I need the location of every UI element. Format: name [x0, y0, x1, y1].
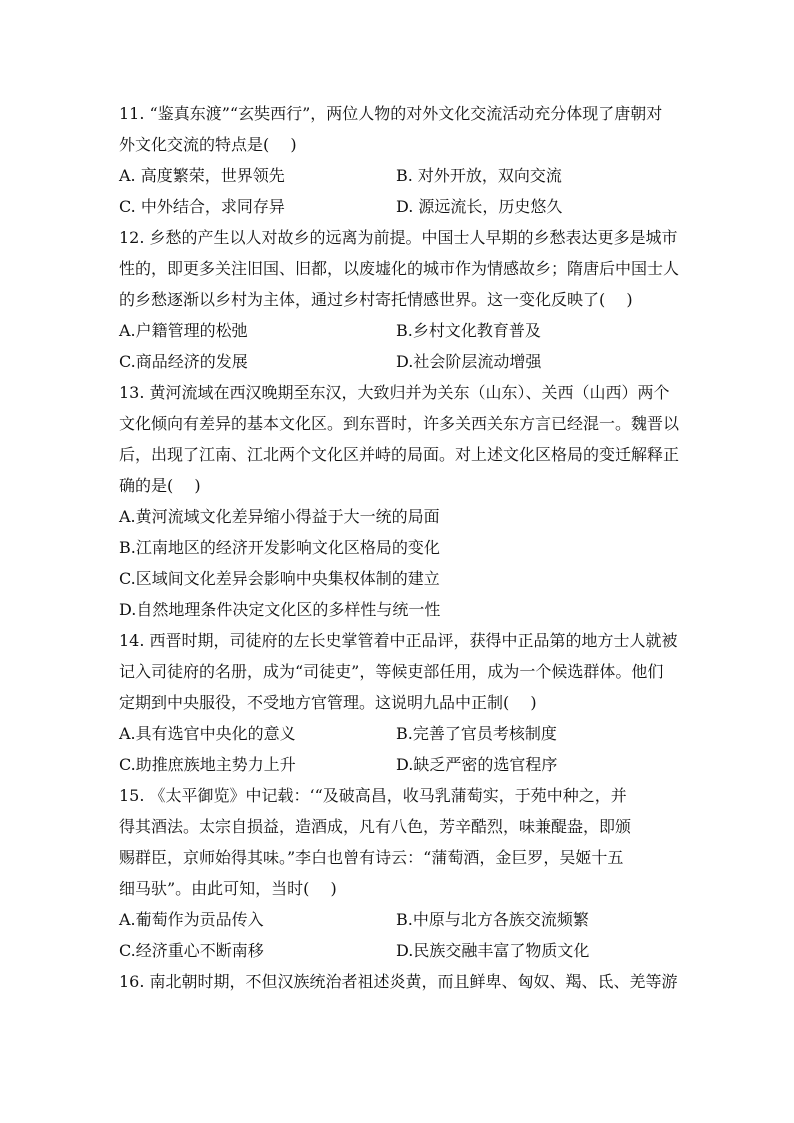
- option-row: [119, 191, 679, 222]
- option-a: A.黄河流域文化差异缩小得益于大一统的局面: [119, 507, 440, 526]
- question-14: [119, 625, 679, 780]
- option-c: C.助推庶族地主势力上升: [119, 755, 296, 774]
- option-d: D.自然地理条件决定文化区的多样性与统一性: [119, 600, 441, 619]
- option-b: B.完善了官员考核制度: [396, 724, 557, 743]
- question-text-line: 得其酒法。太宗自损益，造酒成，凡有八色，芳辛酷烈，味兼醍盎，即颁: [119, 817, 632, 836]
- option-row: [119, 718, 679, 749]
- option-row: [119, 749, 679, 780]
- option-row: [119, 160, 679, 191]
- question-text-line: 后，出现了江南、江北两个文化区并峙的局面。对上述文化区格局的变迁解释正: [119, 445, 680, 464]
- option-a: A.具有选官中央化的意义: [119, 724, 296, 743]
- option-row: [119, 315, 679, 346]
- option-b: B.江南地区的经济开发影响文化区格局的变化: [119, 538, 440, 557]
- option-c: C.区域间文化差异会影响中央集权体制的建立: [119, 569, 440, 588]
- question-text-line: 15. 《太平御览》中记载：‘“及破高昌，收马乳蒲萄实，于苑中种之，并: [119, 786, 627, 805]
- question-text-line: 赐群臣，京师始得其味。”李白也曾有诗云：“蒲萄酒，金巨罗，吴姬十五: [119, 848, 624, 867]
- question-text-line: 11. “鉴真东渡”“玄奘西行”，两位人物的对外文化交流活动充分体现了唐朝对: [119, 104, 663, 123]
- option-a: A.户籍管理的松弛: [119, 321, 248, 340]
- option-b: B.中原与北方各族交流频繁: [396, 910, 589, 929]
- option-row: [119, 935, 679, 966]
- option-a: A.葡萄作为贡品传入: [119, 910, 264, 929]
- question-text-line: 12. 乡愁的产生以人对故乡的远离为前提。中国士人早期的乡愁表达更多是城市: [119, 228, 678, 247]
- option-row: [119, 346, 679, 377]
- question-text-line: 外文化交流的特点是( ): [119, 135, 297, 154]
- question-text-line: 的乡愁逐渐以乡村为主体，通过乡村寄托情感世界。这一变化反映了( ): [119, 290, 633, 309]
- question-text-line: 13. 黄河流域在西汉晚期至东汉，大致归并为关东（山东）、关西（山西）两个: [119, 383, 670, 402]
- question-13: [119, 377, 679, 625]
- question-text-line: 性的，即更多关注旧国、旧都，以废墟化的城市作为情感故乡；隋唐后中国士人: [119, 259, 680, 278]
- option-b: B. 对外开放，双向交流: [396, 166, 562, 185]
- question-text-line: 16. 南北朝时期，不但汉族统治者祖述炎黄，而且鲜卑、匈奴、羯、氐、羌等游: [119, 972, 678, 991]
- option-row: [119, 904, 679, 935]
- question-text-line: 14. 西晋时期，司徒府的左长史掌管着中正品评，获得中正品第的地方士人就被: [119, 631, 678, 650]
- option-d: D.社会阶层流动增强: [396, 352, 542, 371]
- option-d: D. 源远流长，历史悠久: [396, 197, 563, 216]
- question-text-line: 定期到中央服役，不受地方官管理。这说明九品中正制( ): [119, 693, 537, 712]
- question-15: [119, 780, 679, 966]
- question-11: [119, 98, 679, 222]
- option-c: C.商品经济的发展: [119, 352, 248, 371]
- option-c: C.经济重心不断南移: [119, 941, 264, 960]
- option-d: D.缺乏严密的选官程序: [396, 755, 558, 774]
- question-text-line: 细马驮”。由此可知，当时( ): [119, 879, 337, 898]
- question-text-line: 确的是( ): [119, 476, 201, 495]
- question-text-line: 文化倾向有差异的基本文化区。到东晋时，许多关西关东方言已经混一。魏晋以: [119, 414, 680, 433]
- option-c: C. 中外结合，求同存异: [119, 197, 285, 216]
- question-16: [119, 966, 679, 997]
- option-d: D.民族交融丰富了物质文化: [396, 941, 590, 960]
- question-12: [119, 222, 679, 377]
- question-text-line: 记入司徒府的名册，成为“司徒吏”，等候吏部任用，成为一个候选群体。他们: [119, 662, 664, 681]
- option-a: A. 高度繁荣，世界领先: [119, 166, 285, 185]
- option-b: B.乡村文化教育普及: [396, 321, 541, 340]
- exam-page: [119, 98, 679, 997]
